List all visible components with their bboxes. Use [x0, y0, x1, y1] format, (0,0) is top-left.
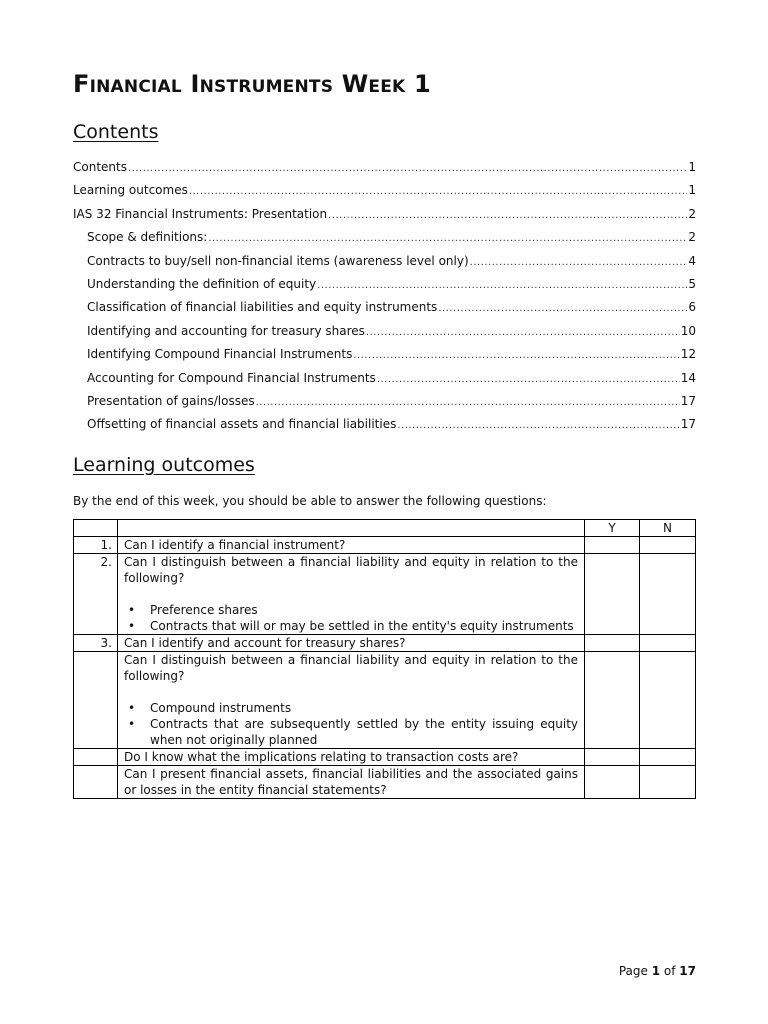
document-title: Financial Instruments Week 1: [73, 70, 431, 98]
toc-leader-dots: [128, 163, 687, 174]
question-text: Do I know what the implications relating to transaction costs are?: [124, 750, 519, 764]
toc-entry[interactable]: [73, 347, 696, 370]
question-cell: [118, 749, 585, 766]
toc-leader-dots: [470, 257, 688, 268]
table-row: [74, 537, 696, 554]
toc-entry[interactable]: [73, 394, 696, 417]
toc-entry-label: IAS 32 Financial Instruments: Presentation: [73, 206, 328, 221]
question-number-cell: [74, 652, 118, 749]
bullet-item: [128, 716, 578, 748]
toc-leader-dots: [366, 327, 680, 338]
toc-entry-label: Accounting for Compound Financial Instruments: [87, 370, 376, 385]
toc-entry[interactable]: [73, 371, 696, 394]
toc-entry-page: 2: [688, 230, 696, 245]
toc-entry[interactable]: [73, 207, 696, 230]
toc-entry[interactable]: [73, 417, 696, 440]
yes-checkbox-cell[interactable]: [585, 635, 640, 652]
bullet-item: [128, 700, 578, 716]
toc-entry-page: 5: [688, 276, 696, 291]
contents-heading: Contents: [73, 121, 159, 143]
bullet-text: Contracts that are subsequently settled by the entity issuing equity when not originally planned: [150, 717, 578, 747]
toc-entry[interactable]: [73, 300, 696, 323]
question-cell: [118, 537, 585, 554]
footer-of-label: of: [663, 964, 676, 978]
yes-checkbox-cell[interactable]: [585, 537, 640, 554]
bullet-text: Contracts that will or may be settled in the entity's equity instruments: [150, 619, 574, 633]
toc-entry-page: 14: [680, 370, 696, 385]
header-num-cell: [74, 520, 118, 537]
toc-entry-label: Presentation of gains/losses: [87, 393, 255, 408]
question-number-cell: 3.: [74, 635, 118, 652]
toc-leader-dots: [353, 350, 679, 361]
toc-entry-page: 17: [680, 417, 696, 432]
page-footer: [619, 964, 696, 978]
no-checkbox-cell[interactable]: [640, 652, 696, 749]
toc-entry-page: 1: [688, 183, 696, 198]
bullet-text: Compound instruments: [150, 701, 292, 715]
toc-entry-page: 10: [680, 323, 696, 338]
footer-page-label: Page: [618, 964, 648, 978]
learning-outcomes-intro: By the end of this week, you should be able to answer the following questions:: [73, 494, 547, 508]
bullet-item: [128, 602, 578, 618]
table-row: [74, 635, 696, 652]
question-number-cell: 1.: [74, 537, 118, 554]
toc-entry[interactable]: [73, 324, 696, 347]
table-row: [74, 652, 696, 749]
bullet-text: Preference shares: [150, 603, 258, 617]
question-text: Can I present financial assets, financial liabilities and the associated gains or losses in the entity financial statements?: [124, 767, 578, 797]
toc-entry-label: Contents: [73, 160, 127, 174]
toc-entry-page: 2: [688, 206, 696, 221]
toc-entry-page: 6: [688, 300, 696, 315]
footer-total-pages: 17: [679, 964, 696, 978]
header-yes-cell: Y: [585, 520, 640, 537]
toc-leader-dots: [328, 210, 687, 221]
yes-checkbox-cell[interactable]: [585, 766, 640, 799]
bullet-item: [128, 618, 578, 634]
toc-entry-label: Identifying and accounting for treasury shares: [87, 323, 365, 338]
toc-entry-page: 4: [688, 253, 696, 268]
question-cell: [118, 766, 585, 799]
yes-checkbox-cell[interactable]: [585, 554, 640, 635]
question-text: Can I distinguish between a financial liability and equity in relation to the following?: [124, 653, 578, 683]
toc-entry-page: 17: [680, 393, 696, 408]
bullet-icon: •: [128, 701, 136, 715]
question-cell: [118, 652, 585, 749]
toc-entry-label: Classification of financial liabilities and equity instruments: [87, 300, 438, 315]
yes-checkbox-cell[interactable]: [585, 652, 640, 749]
question-cell: [118, 635, 585, 652]
toc-leader-dots: [208, 233, 687, 244]
toc-entry-label: Offsetting of financial assets and financial liabilities: [87, 417, 397, 432]
toc-entry-label: Identifying Compound Financial Instruments: [87, 347, 353, 362]
question-number-cell: [74, 749, 118, 766]
learning-outcomes-table: [73, 519, 696, 799]
no-checkbox-cell[interactable]: [640, 749, 696, 766]
toc-entry-label: Understanding the definition of equity: [87, 276, 317, 291]
no-checkbox-cell[interactable]: [640, 554, 696, 635]
toc-entry[interactable]: [73, 254, 696, 277]
table-row: [74, 554, 696, 635]
learning-outcomes-heading: Learning outcomes: [73, 454, 255, 476]
table-row: [74, 766, 696, 799]
no-checkbox-cell[interactable]: [640, 766, 696, 799]
bullet-icon: •: [128, 717, 136, 731]
toc-leader-dots: [438, 303, 687, 314]
header-question-cell: [118, 520, 585, 537]
toc-leader-dots: [397, 420, 679, 431]
toc-entry[interactable]: [73, 277, 696, 300]
toc-leader-dots: [189, 186, 688, 197]
toc-entry[interactable]: [73, 183, 696, 206]
footer-current-page: 1: [651, 964, 661, 978]
toc-entry-page: 12: [680, 347, 696, 362]
question-text: Can I distinguish between a financial liability and equity in relation to the following?: [124, 555, 578, 585]
table-header-row: [74, 520, 696, 537]
header-no-cell: N: [640, 520, 696, 537]
toc-entry-page: 1: [688, 160, 696, 174]
yes-checkbox-cell[interactable]: [585, 749, 640, 766]
bullet-icon: •: [128, 603, 136, 617]
question-cell: [118, 554, 585, 635]
toc-leader-dots: [317, 280, 687, 291]
no-checkbox-cell[interactable]: [640, 635, 696, 652]
question-number-cell: 2.: [74, 554, 118, 635]
no-checkbox-cell[interactable]: [640, 537, 696, 554]
table-of-contents: [73, 160, 696, 441]
toc-entry[interactable]: [73, 230, 696, 253]
question-text: Can I identify a financial instrument?: [124, 538, 346, 552]
toc-entry-label: Contracts to buy/sell non-financial items (awareness level only): [87, 253, 469, 268]
toc-leader-dots: [377, 374, 680, 385]
toc-leader-dots: [256, 397, 680, 408]
bullet-icon: •: [128, 619, 136, 633]
table-row: [74, 749, 696, 766]
toc-entry[interactable]: [73, 160, 696, 183]
question-number-cell: [74, 766, 118, 799]
bullet-list: [124, 700, 578, 748]
question-text: Can I identify and account for treasury shares?: [124, 636, 406, 650]
bullet-list: [124, 602, 578, 634]
toc-entry-label: Learning outcomes: [73, 183, 188, 198]
toc-entry-label: Scope & definitions:: [87, 230, 208, 245]
